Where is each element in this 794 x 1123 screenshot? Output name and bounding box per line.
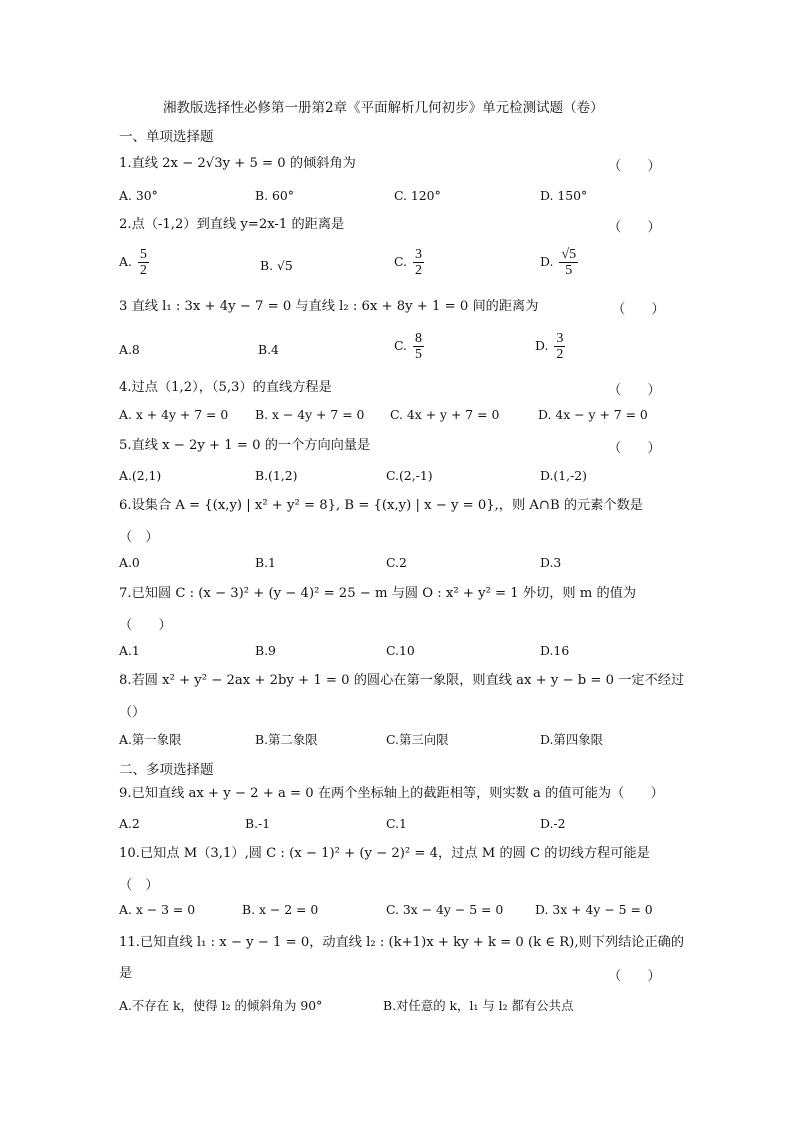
q1-option-b: B. 60° (255, 188, 294, 203)
q7-option-a: A.1 (119, 643, 140, 658)
q11-option-a: A.不存在 k，使得 l₂ 的倾斜角为 90° (119, 998, 323, 1013)
q2-c-denominator: 2 (414, 263, 422, 278)
q10-option-c: C. 3x − 4y − 5 = 0 (386, 902, 504, 917)
q4-option-c: C. 4x + y + 7 = 0 (390, 407, 500, 422)
q10-option-b: B. x − 2 = 0 (242, 902, 319, 917)
q11-option-b: B.对任意的 k，l₁ 与 l₂ 都有公共点 (383, 998, 574, 1013)
question-11-paren: （ ） (608, 969, 661, 984)
question-10-stem: 10.已知点 M（3,1）,圆 C : (x − 1)² + (y − 2)² = 4，过点 M 的圆 C 的切线方程可能是 (119, 846, 650, 861)
q3-d-numerator: 3 (556, 331, 564, 346)
q3-c-denominator: 5 (414, 347, 422, 362)
q4-option-b: B. x − 4y + 7 = 0 (255, 407, 365, 422)
question-4-paren: （ ） (608, 383, 661, 398)
question-3-paren: （ ） (612, 302, 665, 317)
question-2-paren: （ ） (608, 220, 661, 235)
q3-option-c-label: C. (394, 338, 407, 353)
q3-option-c-fraction (413, 331, 424, 362)
question-6-paren: （ ） (119, 530, 159, 545)
question-11-stem-cont: 是 (119, 966, 133, 981)
q3-option-d (535, 331, 565, 362)
q3-option-d-fraction (554, 331, 565, 362)
q2-option-a (119, 247, 149, 278)
q2-option-c-fraction (413, 247, 424, 278)
question-8-paren: （） (119, 705, 146, 720)
q7-option-d: D.16 (540, 643, 570, 658)
q8-option-a: A.第一象限 (119, 732, 182, 747)
q3-c-numerator: 8 (414, 331, 422, 346)
question-3-stem: 3 直线 l₁ : 3x + 4y − 7 = 0 与直线 l₂ : 6x + 8y + 1 = 0 间的距离为 (119, 299, 539, 314)
page-title: 湘教版选择性必修第一册第2章《平面解析几何初步》单元检测试题（卷） (163, 100, 604, 116)
q6-option-d: D.3 (540, 555, 562, 570)
question-6-stem: 6.设集合 A = {(x,y) | x² + y² = 8}, B = {(x,y) | x − y = 0},，则 A∩B 的元素个数是 (119, 498, 643, 513)
question-1-paren: （ ） (608, 159, 661, 174)
q5-option-b: B.(1,2) (255, 468, 298, 483)
q10-option-a: A. x − 3 = 0 (119, 902, 196, 917)
q2-a-numerator: 5 (139, 247, 147, 262)
q5-option-d: D.(1,-2) (540, 468, 587, 483)
question-8-stem: 8.若圆 x² + y² − 2ax + 2by + 1 = 0 的圆心在第一象限，则直线 ax + y − b = 0 一定不经过 (119, 673, 685, 688)
q7-option-b: B.9 (255, 643, 276, 658)
q5-option-a: A.(2,1) (119, 468, 162, 483)
q2-c-numerator: 3 (414, 247, 422, 262)
question-5-stem: 5.直线 x − 2y + 1 = 0 的一个方向向量是 (119, 438, 371, 453)
question-9-stem: 9.已知直线 ax + y − 2 + a = 0 在两个坐标轴上的截距相等，则实数 a 的值可能为（ ） (119, 786, 664, 801)
q3-d-denominator: 2 (556, 347, 564, 362)
q1-option-d: D. 150° (540, 188, 588, 203)
question-1-stem: 1.直线 2x − 2√3y + 5 = 0 的倾斜角为 (119, 156, 356, 171)
q2-d-numerator: √5 (561, 247, 577, 262)
q2-d-denominator: 5 (565, 263, 573, 278)
q3-option-a: A.8 (119, 342, 140, 357)
question-5-paren: （ ） (608, 441, 661, 456)
q6-option-c: C.2 (386, 555, 407, 570)
q2-option-a-label: A. (119, 254, 132, 269)
q7-option-c: C.10 (386, 643, 415, 658)
question-7-stem: 7.已知圆 C : (x − 3)² + (y − 4)² = 25 − m 与圆 O : x² + y² = 1 外切，则 m 的值为 (119, 586, 637, 601)
q1-option-c: C. 120° (394, 188, 441, 203)
q3-option-b: B.4 (258, 342, 279, 357)
question-2-stem: 2.点（-1,2）到直线 y=2x-1 的距离是 (119, 217, 345, 232)
q8-option-c: C.第三向限 (386, 732, 449, 747)
q10-option-d: D. 3x + 4y − 5 = 0 (535, 902, 653, 917)
question-4-stem: 4.过点（1,2），（5,3）的直线方程是 (119, 380, 332, 395)
q5-option-c: C.(2,-1) (386, 468, 433, 483)
q9-option-d: D.-2 (540, 816, 566, 831)
q2-option-c-label: C. (394, 254, 407, 269)
question-7-paren: （ ） (119, 618, 172, 633)
question-11-stem: 11.已知直线 l₁ : x − y − 1 = 0，动直线 l₂ : (k+1)x + ky + k = 0 (k ∈ R),则下列结论正确的 (119, 935, 685, 950)
q3-option-d-label: D. (535, 338, 549, 353)
q2-option-d-fraction (559, 247, 578, 278)
question-10-paren: （ ） (119, 878, 159, 893)
q2-option-c (394, 247, 424, 278)
q9-option-c: C.1 (386, 816, 407, 831)
q2-option-d (540, 247, 578, 278)
q1-option-a: A. 30° (119, 188, 158, 203)
q9-option-a: A.2 (119, 816, 140, 831)
q6-option-a: A.0 (119, 555, 140, 570)
q3-option-c (394, 331, 424, 362)
q2-option-b: B. √5 (260, 258, 293, 273)
q9-option-b: B.-1 (245, 816, 271, 831)
q6-option-b: B.1 (255, 555, 276, 570)
q4-option-a: A. x + 4y + 7 = 0 (119, 407, 229, 422)
q2-option-d-label: D. (540, 254, 554, 269)
section-heading-single: 一、单项选择题 (119, 129, 214, 145)
q4-option-d: D. 4x − y + 7 = 0 (538, 407, 648, 422)
section-heading-multi: 二、多项选择题 (119, 762, 214, 778)
q8-option-b: B.第二象限 (255, 732, 318, 747)
q2-option-a-fraction (138, 247, 149, 278)
q2-a-denominator: 2 (139, 263, 147, 278)
q8-option-d: D.第四象限 (540, 732, 603, 747)
